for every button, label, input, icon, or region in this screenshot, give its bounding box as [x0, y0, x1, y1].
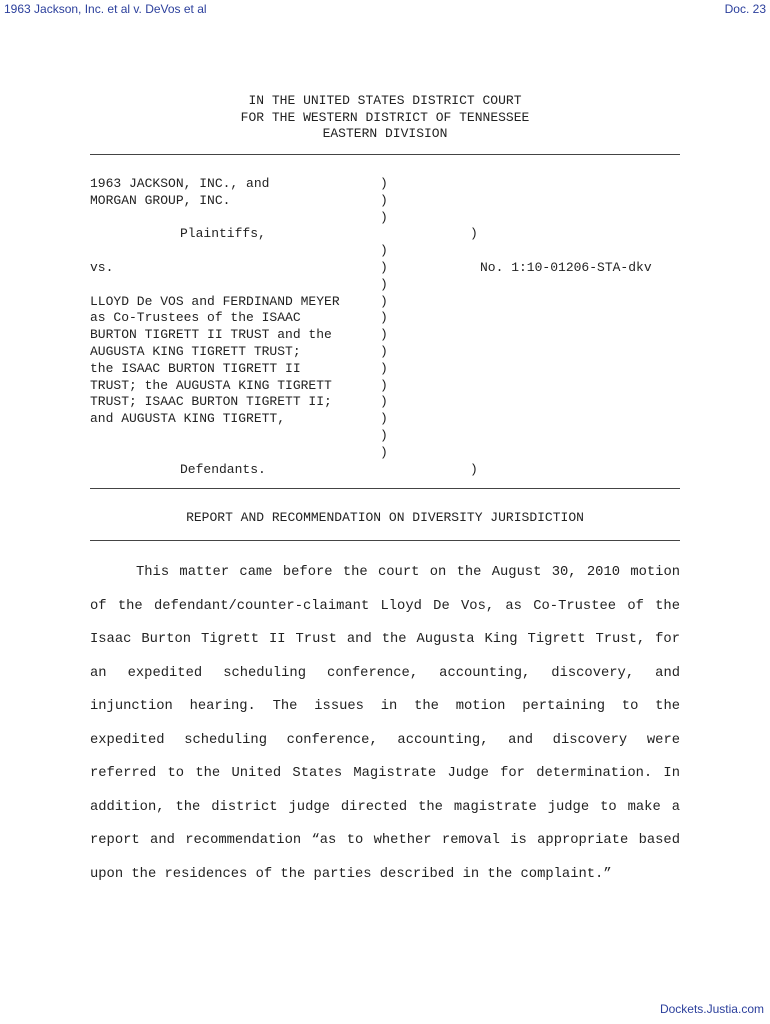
caption-paren: ) [380, 327, 388, 343]
caption-party-text: as Co-Trustees of the ISAAC [90, 310, 301, 326]
caption-party-text: 1963 JACKSON, INC., and [90, 176, 270, 191]
body-paragraph: This matter came before the court on the August 30, 2010 motion of the defendant/counter-claimant Lloyd De Vos, as Co-Trustee of the Isaac Burton Tigrett II Trust and the Augusta King Tigrett Trust, for an expedited scheduling conference, accounting, discovery, and injunction hearing. The issues in the motion pertaining to the expedited scheduling conference, accounting, and discovery were referred to the United States Magistrate Judge for determination. In addition, the district judge directed the magistrate judge to make a report and recommendation “as to whether removal is appropriate based upon the residences of the parties described in the complaint.” [90, 565, 680, 882]
justia-footer-link[interactable]: Dockets.Justia.com [659, 1002, 764, 1016]
caption-row [90, 411, 484, 428]
caption-paren: ) [470, 226, 478, 242]
caption-row [90, 361, 484, 378]
report-title: REPORT AND RECOMMENDATION ON DIVERSITY JURISDICTION [186, 510, 584, 525]
document-title-link[interactable]: 1963 Jackson, Inc. et al v. DeVos et al [4, 2, 207, 16]
caption-bottom-rule [90, 488, 680, 489]
caption-row [90, 193, 484, 210]
caption-paren: ) [380, 360, 388, 376]
caption-party-text: LLOYD De VOS and FERDINAND MEYER [90, 293, 340, 309]
caption-party-text [90, 210, 380, 227]
caption-row [90, 243, 484, 260]
caption-row [90, 277, 484, 294]
caption-row [90, 176, 484, 193]
court-line-3: EASTERN DIVISION [322, 126, 448, 141]
caption-paren: ) [380, 243, 388, 259]
caption-party-text [90, 428, 380, 445]
caption-row [90, 344, 484, 361]
caption-party-text: the ISAAC BURTON TIGRETT II [90, 360, 301, 376]
court-line-1: IN THE UNITED STATES DISTRICT COURT [248, 93, 522, 108]
caption-paren: ) [380, 411, 388, 427]
caption-paren: ) [380, 259, 388, 275]
caption-row [90, 294, 484, 311]
caption-party-text: MORGAN GROUP, INC. [90, 192, 231, 208]
caption-party-text [90, 277, 380, 294]
caption-row [90, 394, 484, 411]
case-caption [90, 176, 484, 478]
caption-party-text: and AUGUSTA KING TIGRETT, [90, 411, 286, 427]
top-rule [90, 154, 680, 155]
caption-row [90, 378, 484, 395]
caption-party-text: TRUST; ISAAC BURTON TIGRETT II; [90, 394, 332, 410]
caption-paren: ) [380, 394, 388, 410]
caption-paren: ) [380, 343, 388, 359]
caption-row [90, 260, 484, 277]
court-line-2: FOR THE WESTERN DISTRICT OF TENNESSEE [240, 109, 530, 125]
court-heading [90, 93, 680, 143]
caption-paren: ) [380, 377, 388, 393]
case-number: No. 1:10-01206-STA-dkv [480, 260, 652, 275]
caption-paren: ) [380, 176, 388, 191]
caption-party-text: Plaintiffs, [180, 226, 266, 242]
doc-number-link[interactable]: Doc. 23 [724, 2, 766, 16]
caption-party-text [90, 243, 380, 260]
title-bottom-rule [90, 540, 680, 541]
caption-paren: ) [380, 276, 388, 292]
caption-row [90, 445, 484, 462]
caption-row [90, 428, 484, 445]
caption-paren: ) [380, 209, 388, 225]
caption-paren: ) [380, 310, 388, 326]
caption-paren: ) [380, 192, 388, 208]
caption-paren: ) [380, 427, 388, 443]
caption-row [90, 226, 484, 243]
caption-row [90, 327, 484, 344]
caption-row [90, 210, 484, 227]
caption-row [90, 462, 484, 479]
caption-row [90, 310, 484, 327]
caption-party-text: BURTON TIGRETT II TRUST and the [90, 327, 332, 343]
caption-paren: ) [470, 461, 478, 477]
caption-party-text: AUGUSTA KING TIGRETT TRUST; [90, 343, 301, 359]
caption-party-text: TRUST; the AUGUSTA KING TIGRETT [90, 377, 332, 393]
caption-party-text: vs. [90, 259, 114, 275]
caption-paren: ) [380, 444, 388, 460]
caption-party-text: Defendants. [180, 461, 266, 477]
caption-paren: ) [380, 293, 388, 309]
caption-party-text [90, 445, 380, 462]
